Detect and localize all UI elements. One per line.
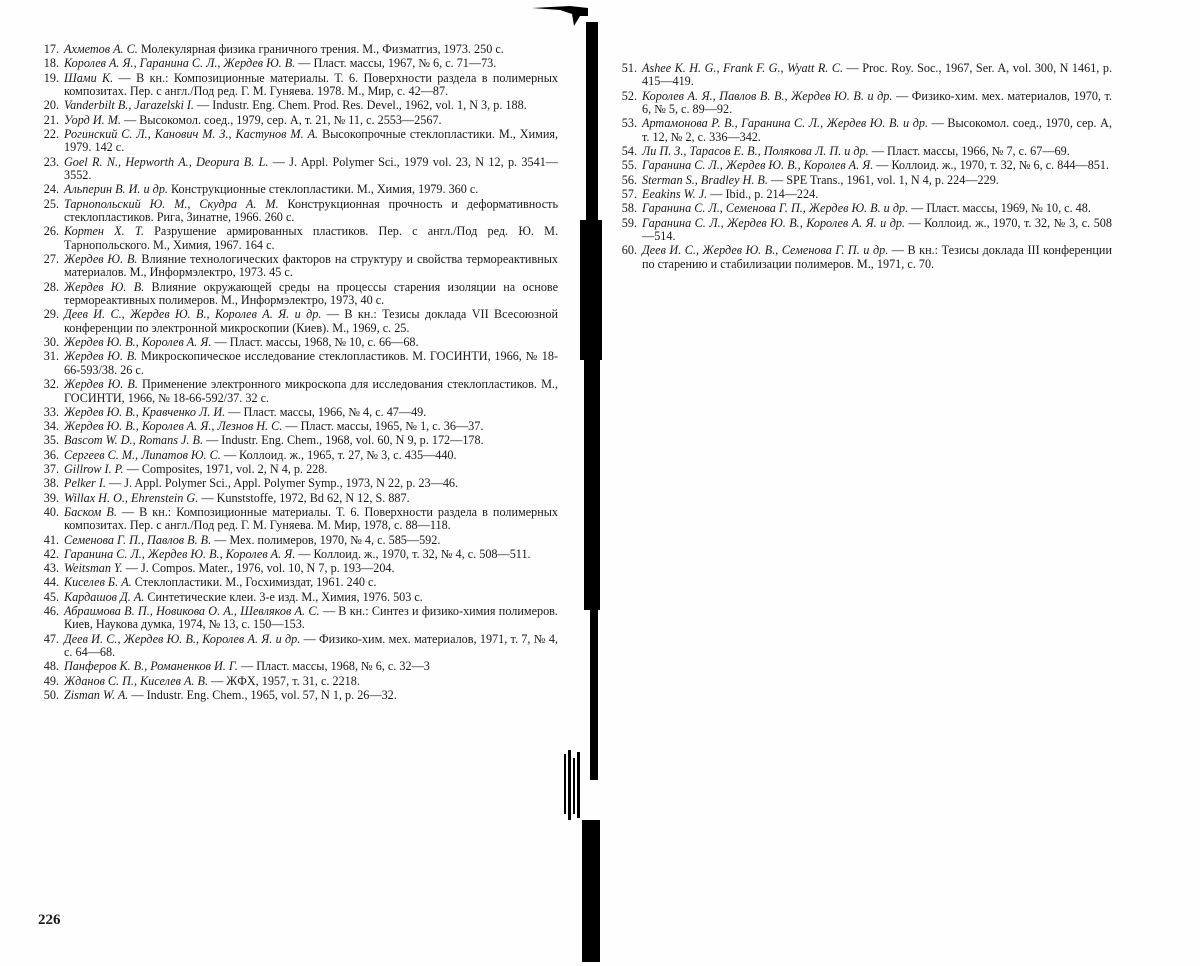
reference-authors: Жданов С. П., Киселев А. В. <box>64 673 209 688</box>
reference-details: — В кн.: Синтез и физико-химия полимеров. Киев, Наукова думка, 1974, № 13, с. 150—153. <box>64 604 558 632</box>
reference-text <box>64 336 558 349</box>
reference-text <box>64 434 558 447</box>
reference-details: — Industr. Eng. Chem. Prod. Res. Devel., 1962, vol. 1, N 3, p. 188. <box>193 98 527 113</box>
reference-text <box>642 217 1112 244</box>
reference-number: 32. <box>43 377 59 392</box>
reference-entry <box>612 188 1112 201</box>
reference-text <box>64 406 558 419</box>
reference-text <box>64 253 558 280</box>
reference-number: 33. <box>43 404 59 419</box>
reference-authors: Тарнопольский Ю. М., Скудра А. М. <box>64 196 279 211</box>
reference-entry <box>36 350 558 377</box>
reference-number: 52. <box>621 88 637 103</box>
reference-authors: Ли П. З., Тарасов Е. В., Полякова Л. П. и др. <box>642 144 869 159</box>
reference-entry <box>36 128 558 155</box>
reference-number: 56. <box>621 172 637 187</box>
reference-authors: Bascom W. D., Romans J. B. <box>64 433 204 448</box>
reference-number: 34. <box>43 419 59 434</box>
reference-details: — Пласт. массы, 1965, № 1, с. 36—37. <box>282 419 484 434</box>
reference-number: 49. <box>43 673 59 688</box>
reference-authors: Gillrow I. P. <box>64 462 124 476</box>
reference-number: 58. <box>621 201 637 216</box>
reference-number: 40. <box>43 504 59 519</box>
reference-text <box>64 633 558 660</box>
reference-text <box>64 156 558 183</box>
reference-list-left <box>36 43 558 703</box>
reference-text <box>64 350 558 377</box>
reference-details: — Коллоид. ж., 1970, т. 32, № 6, с. 844—851. <box>873 158 1110 173</box>
reference-authors: Деев И. С., Жердев Ю. В., Семенова Г. П. и др. <box>642 243 889 258</box>
reference-details: — Kunststoffe, 1972, Bd 62, N 12, S. 887. <box>198 490 410 505</box>
reference-authors: Альперин В. И. и др. <box>64 182 168 197</box>
reference-details: Применение электронного микроскопа для исследования стеклопластиков. М., ГОСИНТИ, 1966, № 18-66-592/37. 32 с. <box>64 377 558 405</box>
reference-number: 57. <box>621 187 637 201</box>
reference-entry <box>612 62 1112 89</box>
reference-text <box>64 198 558 225</box>
reference-details: — В кн.: Композиционные материалы. Т. 6. Поверхности раздела в полимерных композитах. Пер. с англ./Под ред. Г. М. Гуняева. М. Мир, 1978, с. 88—118. <box>64 504 559 533</box>
reference-authors: Zisman W. A. <box>64 688 129 703</box>
reference-authors: Баском В. <box>64 504 117 519</box>
reference-authors: Деев И. С., Жердев Ю. В., Королев А. Я. и др. <box>64 631 301 646</box>
reference-details: — В кн.: Композиционные материалы. Т. 6. Поверхности раздела в полимерных композитах. Пер. с англ./Под ред. Г. М. Гуняева. 1978. М., Мир, с. 42—87. <box>64 70 558 98</box>
reference-details: Конструкционные стеклопластики. М., Химия, 1979. 360 с. <box>167 182 479 197</box>
reference-text <box>642 244 1112 271</box>
reference-number: 55. <box>621 158 637 173</box>
reference-entry <box>36 378 558 405</box>
reference-authors: Жердев Ю. В. <box>64 252 138 266</box>
reference-authors: Ashee K. H. G., Frank F. G., Wyatt R. C. <box>642 61 844 75</box>
reference-details: — Ibid., p. 214—224. <box>707 187 819 201</box>
reference-entry <box>36 253 558 280</box>
reference-entry <box>36 576 558 589</box>
reference-authors: Жердев Ю. В. <box>64 349 138 364</box>
reference-details: — Proc. Roy. Soc., 1967, Ser. A, vol. 300, N 1461, p. 415—419. <box>642 61 1112 89</box>
reference-entry <box>36 477 558 490</box>
reference-text <box>64 128 558 155</box>
reference-number: 46. <box>43 604 59 619</box>
reference-text <box>64 562 558 575</box>
reference-details: Конструкционная прочность и деформативность стеклопластиков. Рига, Зинатне, 1966. 260 с. <box>64 196 559 224</box>
reference-text <box>64 463 558 476</box>
reference-details: — Коллоид. ж., 1965, т. 27, № 3, с. 435—440. <box>220 447 457 462</box>
reference-number: 54. <box>621 144 637 159</box>
reference-entry <box>36 548 558 561</box>
reference-text <box>64 675 558 688</box>
reference-number: 20. <box>43 98 59 113</box>
reference-authors: Гаранина С. Л., Жердев Ю. В., Королев А. Я. <box>642 158 874 173</box>
reference-number: 22. <box>43 126 59 141</box>
reference-authors: Деев И. С., Жердев Ю. В., Королев А. Я. и др. <box>64 307 322 322</box>
reference-authors: Weitsman Y. <box>64 561 123 576</box>
reference-details: — SPE Trans., 1961, vol. 1, N 4, p. 224—229. <box>767 172 999 187</box>
scan-artifact-top <box>530 2 590 28</box>
reference-details: Разрушение армированных пластиков. Пер. с англ./Под ред. Ю. М. Тарнопольского. М., Химия, 1967. 164 с. <box>64 224 558 252</box>
reference-details: — Коллоид. ж., 1970, т. 32, № 3, с. 508—514. <box>642 215 1112 243</box>
reference-number: 23. <box>43 154 59 169</box>
page-number: 226 <box>38 912 61 928</box>
scan-artifact-bars <box>562 750 584 820</box>
reference-entry <box>36 43 558 56</box>
reference-entry <box>36 420 558 433</box>
reference-text <box>64 492 558 505</box>
reference-details: — Высокомол. соед., 1970, сер. А, т. 12, № 2, с. 336—342. <box>642 116 1112 144</box>
reference-entry <box>36 72 558 99</box>
reference-number: 38. <box>43 476 59 491</box>
reference-entry <box>36 406 558 419</box>
reference-entry <box>612 244 1112 271</box>
reference-authors: Жердев Ю. В., Кравченко Л. И. <box>64 404 226 419</box>
reference-entry <box>36 225 558 252</box>
reference-details: Стеклопластики. М., Госхимиздат, 1961. 240 с. <box>131 575 377 590</box>
reference-number: 31. <box>43 349 59 364</box>
reference-number: 45. <box>43 589 59 604</box>
reference-details: Влияние окружающей среды на процессы старения изоляции на основе термореактивных полимеров. М., Информэлектро, 1973, 40 с. <box>64 279 559 308</box>
reference-number: 28. <box>43 279 59 294</box>
reference-entry <box>36 198 558 225</box>
reference-details: — J. Compos. Mater., 1976, vol. 10, N 7, p. 193—204. <box>122 561 395 576</box>
reference-text <box>64 99 558 112</box>
reference-entry <box>36 534 558 547</box>
reference-entry <box>36 463 558 476</box>
reference-authors: Уорд И. М. <box>64 112 121 127</box>
reference-text <box>64 43 558 56</box>
reference-number: 25. <box>43 196 59 211</box>
reference-authors: Шами К. <box>64 70 114 85</box>
reference-authors: Королев А. Я., Павлов В. В., Жердев Ю. В. и др. <box>642 88 893 103</box>
reference-entry <box>36 562 558 575</box>
reference-authors: Жердев Ю. В., Королев А. Я. <box>64 335 212 350</box>
reference-authors: Гаранина С. Л., Жердев Ю. В., Королев А. Я. и др. <box>642 215 906 230</box>
reference-number: 48. <box>43 659 59 674</box>
reference-authors: Панферов К. В., Романенков И. Г. <box>64 659 238 674</box>
reference-authors: Семенова Г. П., Павлов В. В. <box>64 532 212 547</box>
reference-authors: Sterman S., Bradley H. B. <box>642 172 768 187</box>
reference-details: Молекулярная физика граничного трения. М., Физматгиз, 1973. 250 с. <box>137 42 504 56</box>
binding-shadow <box>584 360 600 610</box>
reference-text <box>64 420 558 433</box>
reference-details: — Пласт. массы, 1968, № 6, с. 32—3 <box>237 659 430 674</box>
reference-entry <box>36 434 558 447</box>
reference-list-right <box>612 62 1112 272</box>
reference-number: 60. <box>621 243 637 258</box>
reference-authors: Жердев Ю. В. <box>64 279 145 294</box>
reference-number: 43. <box>43 561 59 576</box>
reference-number: 51. <box>621 61 637 75</box>
reference-entry <box>36 114 558 127</box>
reference-number: 59. <box>621 215 637 230</box>
reference-details: — Коллоид. ж., 1970, т. 32, № 4, с. 508—511. <box>295 546 531 561</box>
reference-number: 35. <box>43 433 59 448</box>
reference-details: — Composites, 1971, vol. 2, N 4, p. 228. <box>123 462 328 476</box>
reference-entry <box>612 174 1112 187</box>
reference-number: 26. <box>43 224 59 239</box>
reference-entry <box>36 99 558 112</box>
reference-text <box>642 188 1112 201</box>
reference-details: Микроскопическое исследование стеклопластиков. М. ГОСИНТИ, 1966, № 18-66-593/38. 26 с. <box>64 349 559 377</box>
reference-entry <box>36 633 558 660</box>
reference-details: — J. Appl. Polymer Sci., 1979 vol. 23, N 12, p. 3541—3552. <box>64 154 558 182</box>
reference-authors: Goel R. N., Hepworth A., Deopura B. L. <box>64 154 269 169</box>
reference-text <box>64 114 558 127</box>
reference-text <box>64 378 558 405</box>
reference-number: 21. <box>43 112 59 127</box>
reference-text <box>642 145 1112 158</box>
reference-details: — В кн.: Тезисы доклада VII Всесоюзной конференции по электронной микроскопии (Киев). М., 1969, с. 25. <box>64 307 558 335</box>
reference-number: 17. <box>43 42 59 56</box>
reference-details: — J. Appl. Polymer Sci., Appl. Polymer Symp., 1973, N 22, p. 23—46. <box>105 476 459 491</box>
reference-entry <box>36 660 558 673</box>
binding-shadow <box>580 220 602 360</box>
reference-text <box>642 202 1112 215</box>
reference-number: 41. <box>43 532 59 547</box>
reference-details: — ЖФХ, 1957, т. 31, с. 2218. <box>208 673 360 688</box>
reference-details: — В кн.: Тезисы доклада III конференции по старению и стабилизации полимеров. М., 1971, с. 70. <box>642 243 1112 271</box>
reference-entry <box>612 90 1112 117</box>
reference-authors: Рогинский С. Л., Канович М. З., Кастунов М. А. <box>64 126 319 141</box>
reference-details: — Пласт. массы, 1966, № 4, с. 47—49. <box>225 404 427 419</box>
reference-entry <box>36 689 558 702</box>
reference-entry <box>36 449 558 462</box>
reference-text <box>64 477 558 490</box>
reference-number: 30. <box>43 335 59 350</box>
reference-authors: Жердев Ю. В., Королев А. Я., Лезнов Н. С. <box>64 419 283 434</box>
reference-entry <box>36 336 558 349</box>
reference-authors: Киселев Б. А. <box>64 575 132 590</box>
reference-text <box>642 159 1112 172</box>
reference-number: 18. <box>43 56 59 71</box>
reference-entry <box>36 675 558 688</box>
reference-text <box>64 57 558 70</box>
reference-text <box>642 117 1112 144</box>
reference-authors: Vanderbilt B., Jarazelski I. <box>64 98 194 113</box>
reference-entry <box>36 605 558 632</box>
reference-number: 39. <box>43 490 59 505</box>
reference-number: 24. <box>43 182 59 197</box>
reference-entry <box>36 183 558 196</box>
reference-number: 37. <box>43 462 59 476</box>
reference-text <box>64 591 558 604</box>
reference-authors: Ахметов А. С. <box>64 42 138 56</box>
reference-text <box>64 660 558 673</box>
reference-entry <box>36 281 558 308</box>
reference-entry <box>612 159 1112 172</box>
reference-details: — Пласт. массы, 1967, № 6, с. 71—73. <box>295 56 497 71</box>
reference-details: Влияние технологических факторов на структуру и свойства термореактивных материалов. М., Информэлектро, 1973. 45 с. <box>64 252 559 280</box>
reference-number: 19. <box>43 70 59 85</box>
reference-details: — Физико-хим. мех. материалов, 1971, т. 7, № 4, с. 64—68. <box>64 631 558 660</box>
reference-number: 42. <box>43 546 59 561</box>
binding-shadow <box>586 22 598 222</box>
reference-entry <box>36 591 558 604</box>
reference-authors: Королев А. Я., Гаранина С. Л., Жердев Ю. В. <box>64 56 296 71</box>
reference-details: — Пласт. массы, 1966, № 7, с. 67—69. <box>868 144 1070 159</box>
reference-number: 47. <box>43 631 59 646</box>
reference-entry <box>612 145 1112 158</box>
binding-shadow <box>590 600 598 780</box>
reference-number: 27. <box>43 252 59 266</box>
reference-entry <box>36 156 558 183</box>
reference-text <box>642 90 1112 117</box>
reference-text <box>64 576 558 589</box>
reference-entry <box>612 202 1112 215</box>
reference-details: Синтетические клеи. 3-е изд. М., Химия, 1976. 503 с. <box>144 589 423 604</box>
binding-shadow <box>582 820 600 962</box>
reference-entry <box>36 308 558 335</box>
reference-number: 44. <box>43 575 59 590</box>
reference-text <box>64 605 558 632</box>
reference-text <box>64 281 558 308</box>
reference-details: — Industr. Eng. Chem., 1965, vol. 57, N 1, p. 26—32. <box>128 688 397 703</box>
reference-text <box>64 548 558 561</box>
reference-number: 29. <box>43 307 59 322</box>
reference-authors: Абраимова В. П., Новикова О. А., Шевляков А. С. <box>64 604 320 619</box>
reference-text <box>64 183 558 196</box>
reference-details: Высокопрочные стеклопластики. М., Химия, 1979. 142 с. <box>64 126 558 155</box>
reference-authors: Кардашов Д. А. <box>64 589 145 604</box>
reference-authors: Willax H. O., Ehrenstein G. <box>64 490 199 505</box>
reference-text <box>64 689 558 702</box>
reference-text <box>64 308 558 335</box>
reference-details: — Высокомол. соед., 1979, сер. А, т. 21, № 11, с. 2553—2567. <box>120 112 442 127</box>
reference-text <box>64 506 558 533</box>
reference-text <box>642 62 1112 89</box>
reference-number: 36. <box>43 447 59 462</box>
reference-details: — Пласт. массы, 1968, № 10, с. 66—68. <box>211 335 419 350</box>
reference-text <box>64 449 558 462</box>
reference-entry <box>36 57 558 70</box>
reference-details: — Пласт. массы, 1969, № 10, с. 48. <box>908 201 1091 216</box>
reference-authors: Жердев Ю. В. <box>64 377 138 392</box>
reference-authors: Сергеев С. М., Липатов Ю. С. <box>64 447 221 462</box>
reference-entry <box>36 506 558 533</box>
reference-entry <box>36 492 558 505</box>
reference-details: — Мех. полимеров, 1970, № 4, с. 585—592. <box>211 532 441 547</box>
reference-authors: Кортен Х. Т. <box>64 224 144 239</box>
reference-number: 53. <box>621 116 637 131</box>
reference-number: 50. <box>43 688 59 703</box>
reference-text <box>64 225 558 252</box>
reference-details: — Физико-хим. мех. материалов, 1970, т. 6, № 5, с. 89—92. <box>642 88 1112 117</box>
reference-details: — Industr. Eng. Chem., 1968, vol. 60, N 9, p. 172—178. <box>203 433 484 448</box>
reference-text <box>642 174 1112 187</box>
reference-authors: Eeakins W. J. <box>642 187 708 201</box>
reference-entry <box>612 117 1112 144</box>
reference-entry <box>612 217 1112 244</box>
reference-text <box>64 534 558 547</box>
reference-authors: Гаранина С. Л., Семенова Г. П., Жердев Ю. В. и др. <box>642 201 909 216</box>
reference-authors: Гаранина С. Л., Жердев Ю. В., Королев А. Я. <box>64 546 296 561</box>
reference-authors: Pelker I. <box>64 476 106 491</box>
reference-authors: Артамонова Р. В., Гаранина С. Л., Жердев Ю. В. и др. <box>642 116 929 131</box>
reference-text <box>64 72 558 99</box>
